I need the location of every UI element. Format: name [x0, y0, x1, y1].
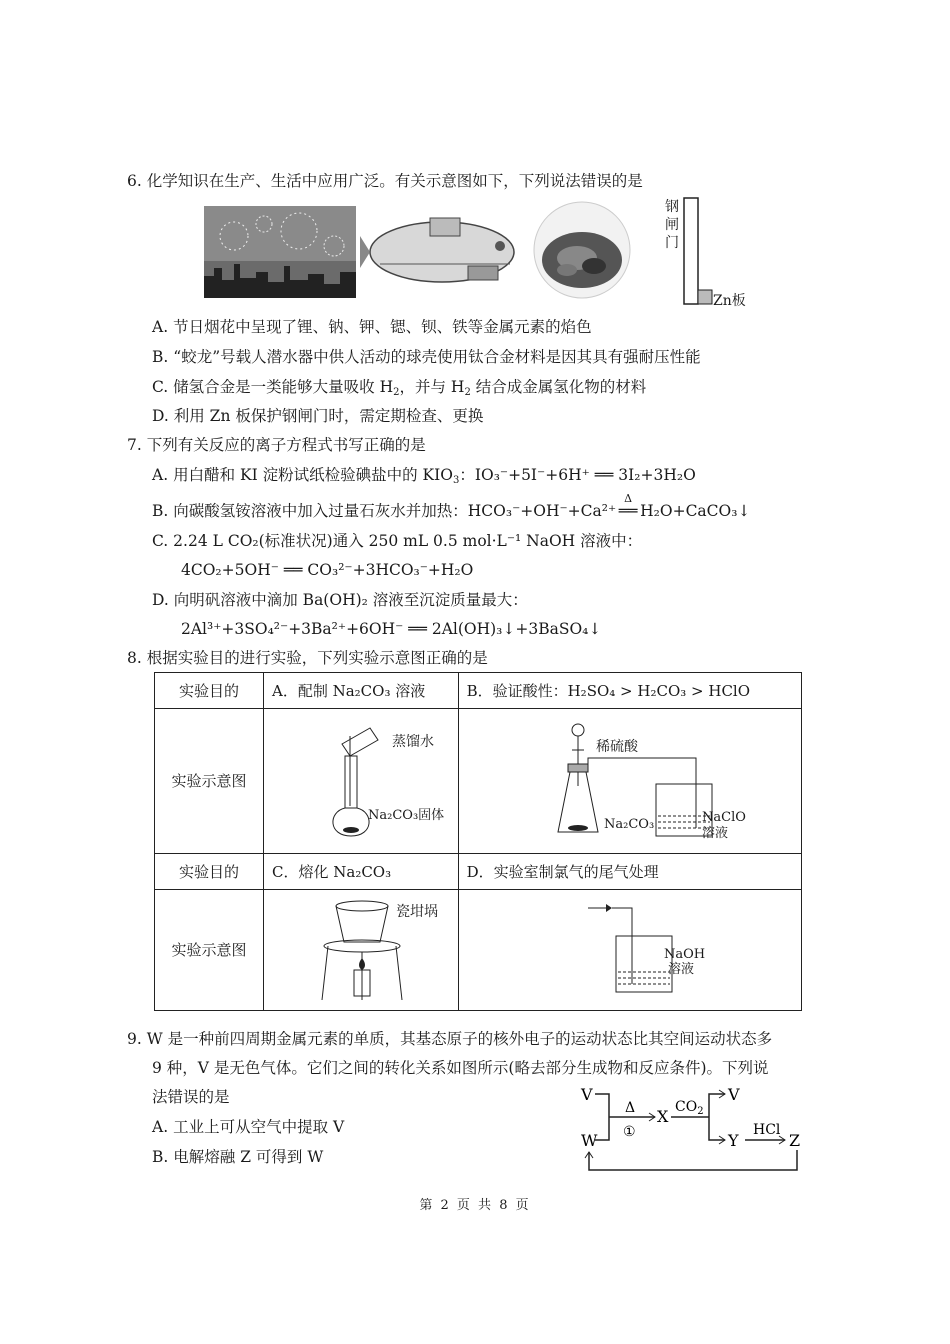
row-label-purpose: 实验目的	[155, 673, 264, 709]
q9-line1: 9. W 是一种前四周期金属元素的单质，其基态原子的核外电子的运动状态比其空间运动状态多	[127, 1030, 773, 1048]
q6-option-d: D. 利用 Zn 板保护钢闸门时，需定期检查、更换	[152, 407, 484, 425]
option-a-title: A．配制 Na₂CO₃ 溶液	[264, 673, 459, 709]
reaction-scheme-diagram	[575, 1084, 815, 1176]
zn-plate-label: Zn板	[713, 293, 746, 309]
q7-option-d-line1: D. 向明矾溶液中滴加 Ba(OH)₂ 溶液至沉淀质量最大：	[152, 591, 528, 609]
hydrogen-storage-alloy-photo	[532, 200, 632, 300]
label-naclo: NaClO	[702, 810, 746, 825]
page-footer: 第 2 页 共 8 页	[419, 1198, 531, 1213]
q6-option-a: A. 节日烟花中呈现了锂、钠、钾、锶、钡、铁等金属元素的焰色	[152, 318, 592, 336]
row-label-diagram-2: 实验示意图	[155, 889, 264, 1010]
scheme-z: Z	[789, 1131, 801, 1150]
label-solution-b: 溶液	[702, 826, 729, 841]
scheme-hcl: HCl	[753, 1122, 781, 1138]
scheme-w: W	[581, 1131, 598, 1150]
submarine-photo	[360, 206, 520, 298]
label-porcelain-crucible: 瓷坩埚	[396, 904, 438, 920]
label-naoh: NaOH	[664, 947, 706, 962]
scheme-v: V	[581, 1085, 593, 1104]
scheme-v-product: V	[728, 1085, 740, 1104]
q9-line2: 9 种，V 是无色气体。它们之间的转化关系如图所示(略去部分生成物和反应条件)。下列说	[152, 1059, 769, 1077]
option-d-title: D．实验室制氯气的尾气处理	[458, 853, 801, 889]
scheme-y: Y	[728, 1131, 739, 1150]
row-label-diagram: 实验示意图	[155, 709, 264, 853]
q7-option-b: B. 向碳酸氢铵溶液中加入过量石灰水并加热：HCO₃⁻+OH⁻+Ca²⁺ Δ ══ H₂O+CaCO₃↓	[152, 492, 751, 520]
scheme-x: X	[657, 1107, 669, 1126]
crucible-tripod-diagram	[318, 896, 404, 1004]
option-c-title: C．熔化 Na₂CO₃	[264, 853, 459, 889]
steel-gate-label: 钢闸门	[665, 199, 679, 251]
q8-stem: 8. 根据实验目的进行实验，下列实验示意图正确的是	[127, 649, 488, 667]
q7-option-d-line2: 2Al³⁺+3SO₄²⁻+3Ba²⁺+6OH⁻ ══ 2Al(OH)₃↓+3BaSO₄↓	[181, 620, 602, 638]
scheme-co2: $CO_2$	[675, 1099, 704, 1117]
q6-option-c: C. 储氢合金是一类能够大量吸收 $H_2$，并与 $H_2$ 结合成金属氢化物的材料	[152, 378, 647, 398]
q9-option-a: A. 工业上可从空气中提取 V	[152, 1118, 345, 1136]
scheme-step: ①	[623, 1124, 636, 1140]
row-label-purpose-2: 实验目的	[155, 853, 264, 889]
q7-option-c-line2: 4CO₂+5OH⁻ ══ CO₃²⁻+3HCO₃⁻+H₂O	[181, 561, 474, 579]
q7-option-c-line1: C. 2.24 L CO₂(标准状况)通入 250 mL 0.5 mol·L⁻¹ NaOH 溶液中：	[152, 532, 643, 550]
fireworks-photo	[204, 206, 356, 298]
q7-stem: 7. 下列有关反应的离子方程式书写正确的是	[127, 436, 426, 454]
q9-option-b: B. 电解熔融 Z 可得到 W	[152, 1148, 324, 1166]
label-solution-d: 溶液	[668, 962, 695, 977]
label-dilute-h2so4: 稀硫酸	[596, 739, 638, 755]
q6-option-b: B. “蛟龙”号载人潜水器中供人活动的球壳使用钛合金材料是因其具有强耐压性能	[152, 348, 701, 366]
q9-line3: 法错误的是	[152, 1088, 230, 1106]
label-na2co3-solid: Na₂CO₃固体	[368, 808, 445, 823]
scheme-cond: Δ	[625, 1100, 636, 1116]
label-distilled-water: 蒸馏水	[392, 734, 434, 750]
q6-stem: 6. 化学知识在生产、生活中应用广泛。有关示意图如下，下列说法错误的是	[127, 172, 643, 190]
option-b-title: B．验证酸性：H₂SO₄ > H₂CO₃ > HClO	[458, 673, 801, 709]
q7-option-a: A. 用白醋和 KI 淀粉试纸检验碘盐中的 $KIO_3$：IO₃⁻+5I⁻+6H⁺ ══ 3I₂+3H₂O	[152, 466, 696, 486]
label-na2co3: Na₂CO₃	[604, 817, 655, 832]
